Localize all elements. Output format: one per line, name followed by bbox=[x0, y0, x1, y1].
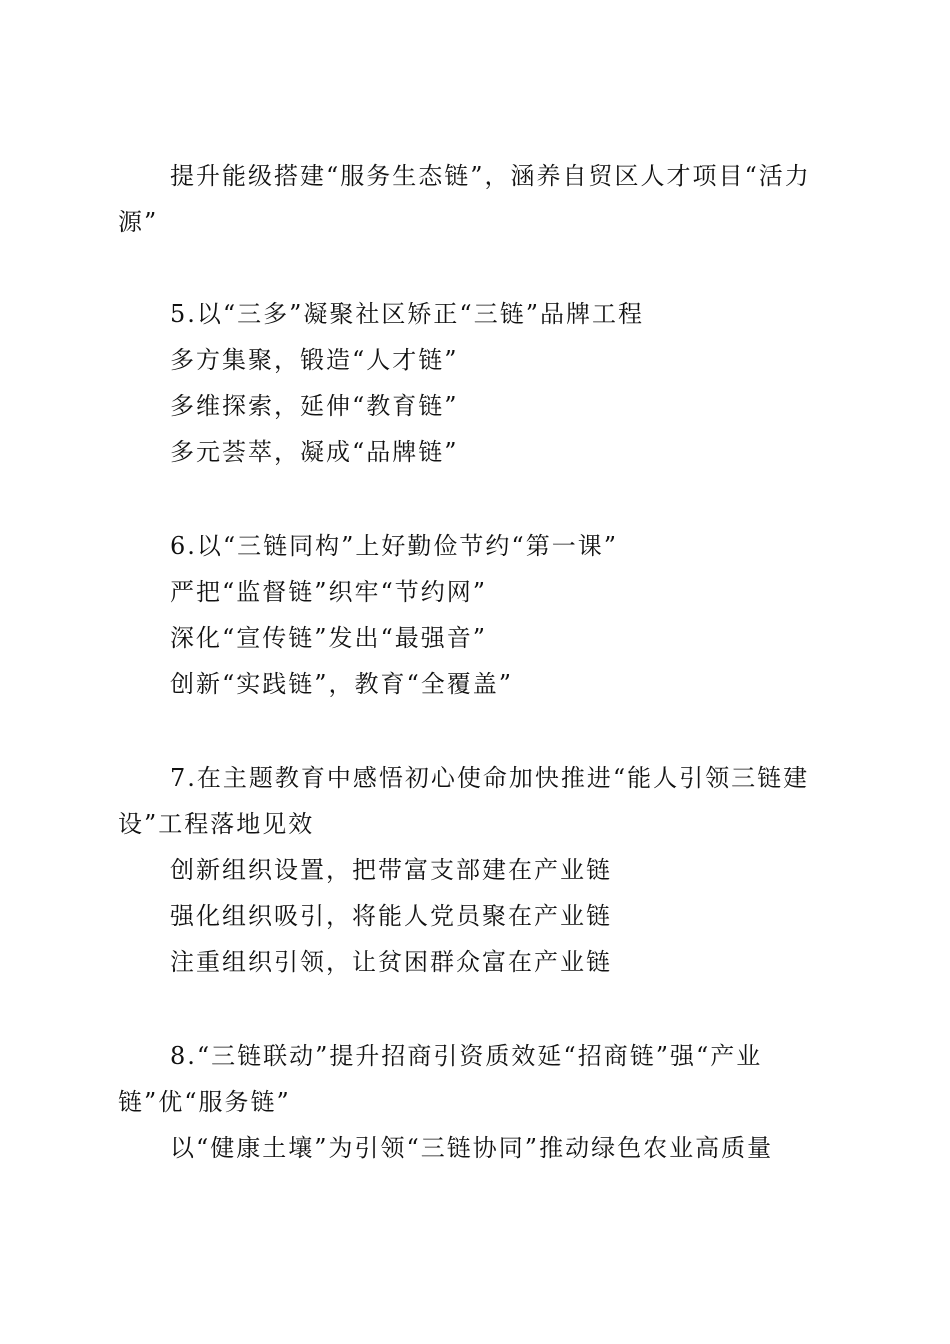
list-item: 强化组织吸引，将能人党员聚在产业链 bbox=[170, 902, 612, 930]
section-heading-7: 7.在主题教育中感悟初心使命加快推进“能人引领三链建 bbox=[170, 764, 810, 792]
section-heading-5: 5.以“三多”凝聚社区矫正“三链”品牌工程 bbox=[170, 300, 644, 328]
section-heading-8: 8.“三链联动”提升招商引资质效延“招商链”强“产业 bbox=[170, 1042, 763, 1070]
section-heading-8-continued: 链”优“服务链” bbox=[118, 1088, 291, 1116]
list-item: 严把“监督链”织牢“节约网” bbox=[170, 578, 488, 606]
list-item: 创新“实践链”，教育“全覆盖” bbox=[170, 670, 514, 698]
list-item: 深化“宣传链”发出“最强音” bbox=[170, 624, 488, 652]
list-item: 多方集聚，锻造“人才链” bbox=[170, 346, 459, 374]
list-item: 创新组织设置，把带富支部建在产业链 bbox=[170, 856, 612, 884]
list-item: 多元荟萃，凝成“品牌链” bbox=[170, 438, 459, 466]
section-heading-6: 6.以“三链同构”上好勤俭节约“第一课” bbox=[170, 532, 618, 560]
list-item: 多维探索，延伸“教育链” bbox=[170, 392, 459, 420]
section-heading-7-continued: 设”工程落地见效 bbox=[118, 810, 315, 838]
list-item: 注重组织引领，让贫困群众富在产业链 bbox=[170, 948, 612, 976]
list-item: 以“健康土壤”为引领“三链协同”推动绿色农业高质量 bbox=[170, 1134, 774, 1162]
paragraph-line: 提升能级搭建“服务生态链”，涵养自贸区人才项目“活力 bbox=[170, 162, 811, 190]
paragraph-line: 源” bbox=[118, 208, 159, 236]
